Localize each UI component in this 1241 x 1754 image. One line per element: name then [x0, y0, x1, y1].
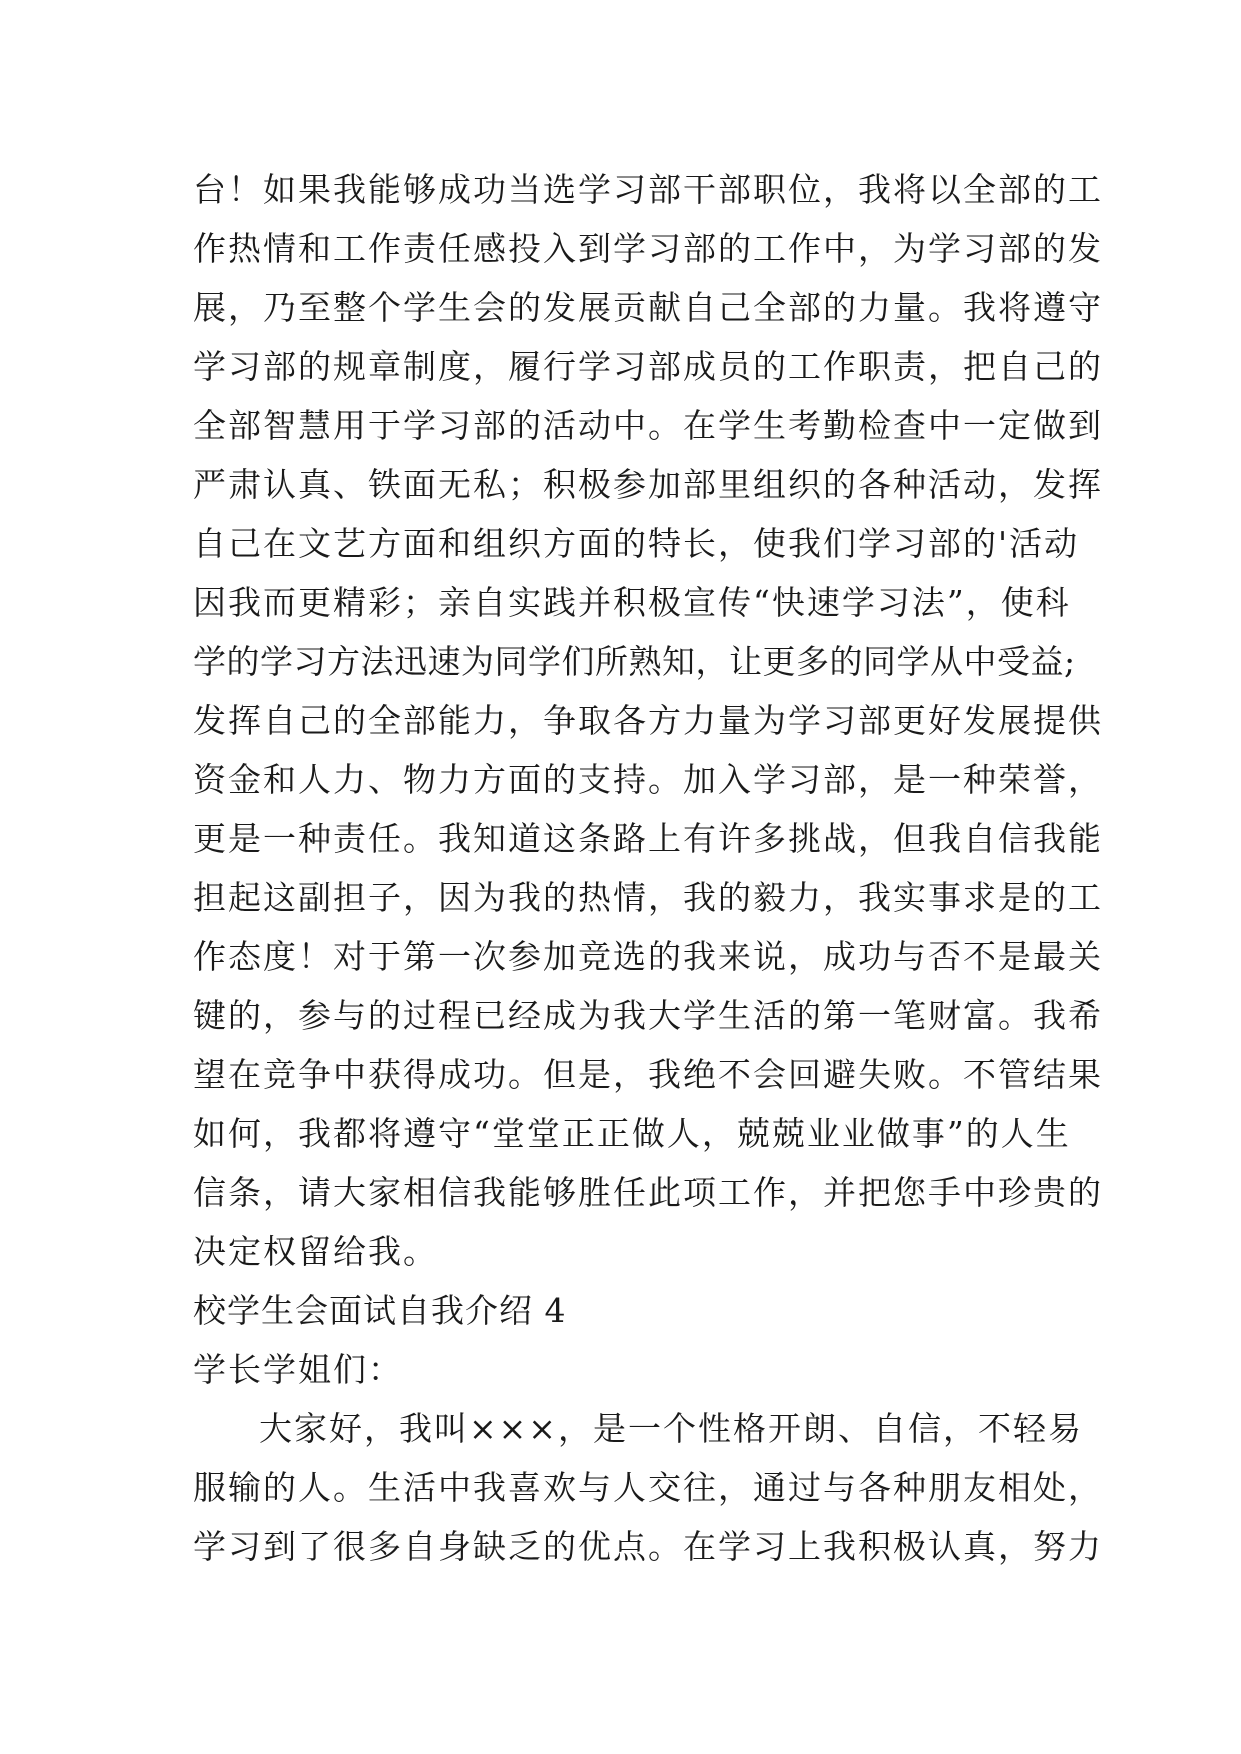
- paragraph-self-introduction: [193, 1399, 1103, 1576]
- text-line: 望在竞争中获得成功。但是，我绝不会回避失败。不管结果: [193, 1055, 1103, 1094]
- text-line: 决定权留给我。: [193, 1232, 438, 1271]
- text-line: 服输的人。生活中我喜欢与人交往，通过与各种朋友相处，: [193, 1468, 1103, 1507]
- text-line: 键的，参与的过程已经成为我大学生活的第一笔财富。我希: [193, 996, 1103, 1035]
- text-line: 如何，我都将遵守“堂堂正正做人，兢兢业业做事”的人生: [193, 1114, 1071, 1153]
- text-line: 展，乃至整个学生会的发展贡献自己全部的力量。我将遵守: [193, 288, 1103, 327]
- text-line: 发挥自己的全部能力，争取各方力量为学习部更好发展提供: [193, 701, 1103, 740]
- text-line: 资金和人力、物力方面的支持。加入学习部，是一种荣誉，: [193, 760, 1103, 799]
- paragraph-speech-continuation: [193, 160, 1103, 1281]
- text-line: 学习到了很多自身缺乏的优点。在学习上我积极认真，努力: [193, 1527, 1103, 1566]
- text-line: 因我而更精彩；亲自实践并积极宣传“快速学习法”，使科: [193, 583, 1071, 622]
- document-body: [193, 160, 1103, 1576]
- text-line: 学的学习方法迅速为同学们所熟知，让更多的同学从中受益;: [193, 642, 1076, 681]
- text-line: 作态度！对于第一次参加竞选的我来说，成功与否不是最关: [193, 937, 1103, 976]
- text-line: 学习部的规章制度，履行学习部成员的工作职责，把自己的: [193, 347, 1103, 386]
- text-line: 作热情和工作责任感投入到学习部的工作中，为学习部的发: [193, 229, 1103, 268]
- text-line: 严肃认真、铁面无私；积极参加部里组织的各种活动，发挥: [193, 465, 1103, 504]
- text-line: 自己在文艺方面和组织方面的特长，使我们学习部的'活动: [193, 524, 1080, 563]
- text-line: 大家好，我叫×××，是一个性格开朗、自信，不轻易: [259, 1409, 1083, 1448]
- text-line: 信条，请大家相信我能够胜任此项工作，并把您手中珍贵的: [193, 1173, 1103, 1212]
- text-line: 更是一种责任。我知道这条路上有许多挑战，但我自信我能: [193, 819, 1103, 858]
- section-heading: 校学生会面试自我介绍 4: [193, 1291, 567, 1330]
- text-line: 台！如果我能够成功当选学习部干部职位，我将以全部的工: [193, 170, 1103, 209]
- salutation: 学长学姐们：: [193, 1350, 403, 1389]
- text-line: 担起这副担子，因为我的热情，我的毅力，我实事求是的工: [193, 878, 1103, 917]
- text-line: 全部智慧用于学习部的活动中。在学生考勤检查中一定做到: [193, 406, 1103, 445]
